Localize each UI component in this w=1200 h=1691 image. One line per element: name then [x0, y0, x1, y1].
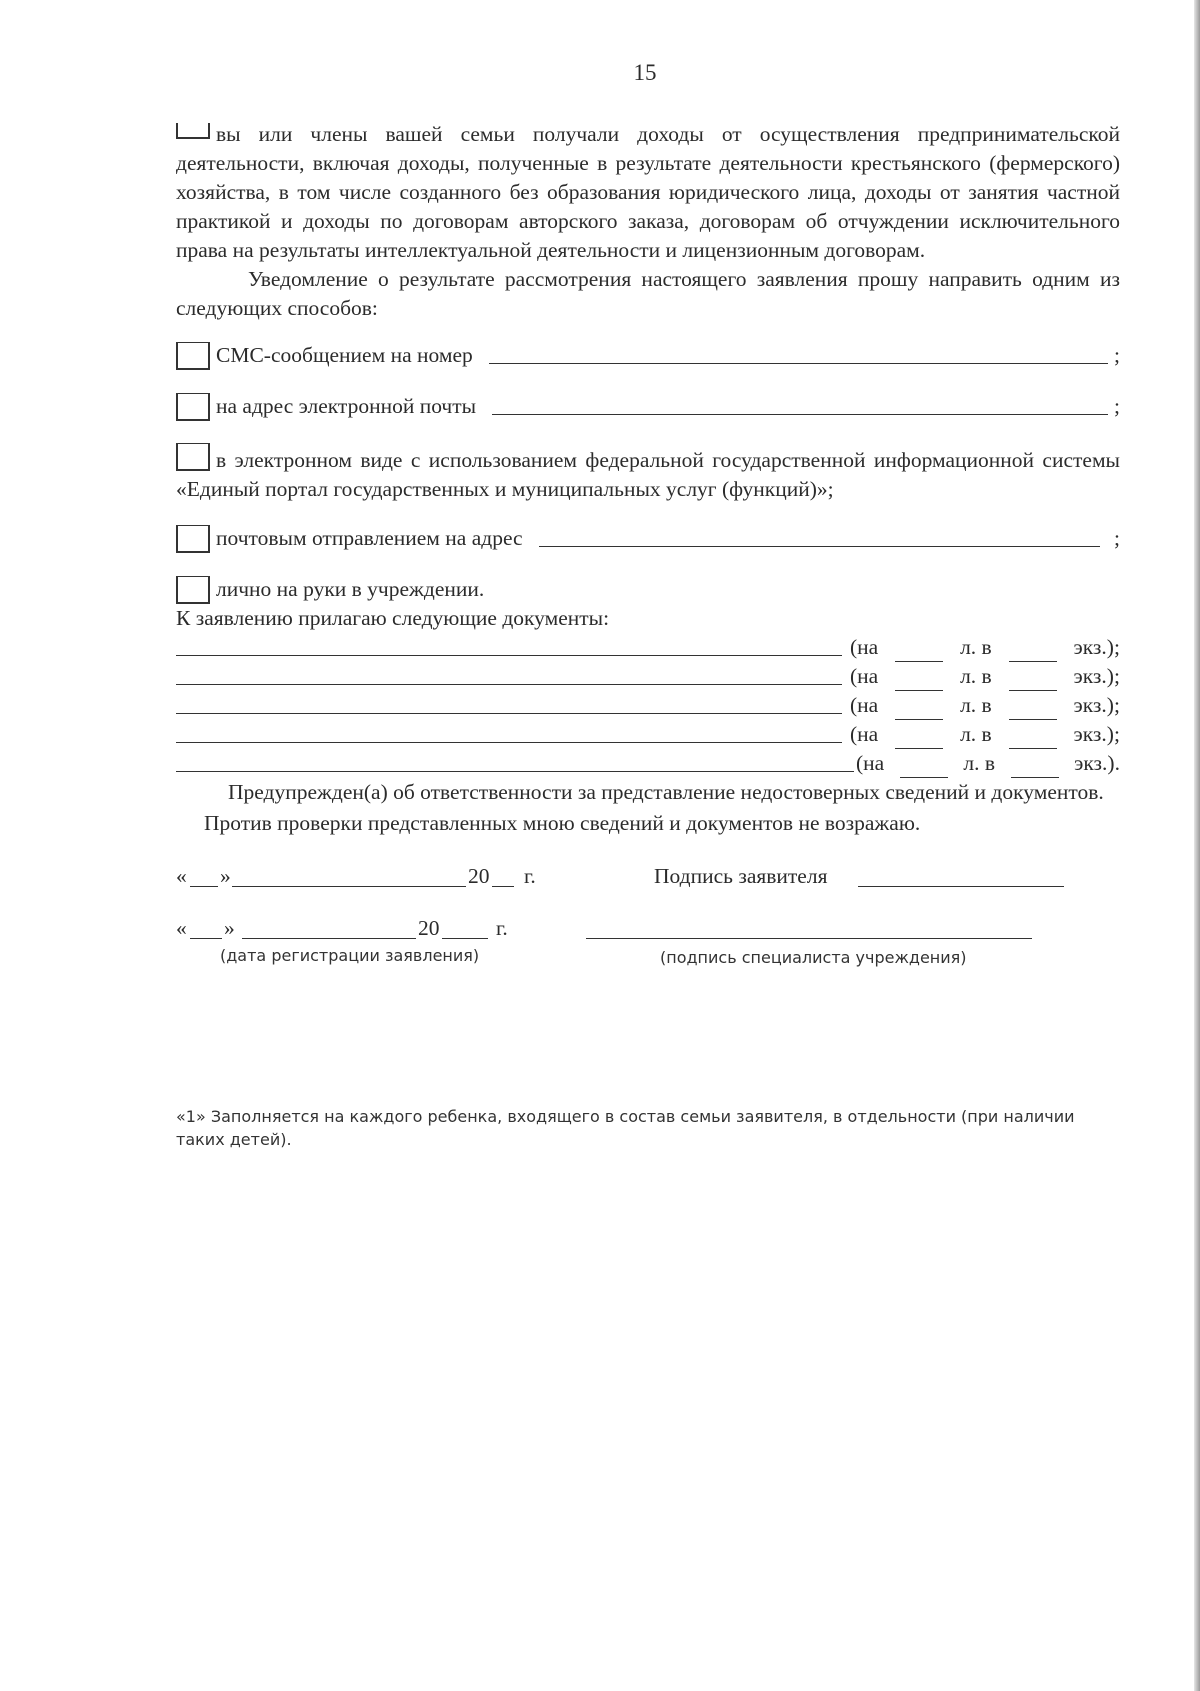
pages-label: л. в	[963, 751, 996, 775]
option-personal	[176, 575, 1120, 604]
portal-checkbox[interactable]	[176, 443, 210, 471]
sms-semicolon: ;	[1114, 343, 1120, 367]
pages-label: л. в	[960, 693, 992, 717]
pages-prefix: (на	[850, 664, 879, 688]
email-checkbox[interactable]	[176, 393, 210, 421]
specialist-caption: (подпись специалиста учреждения)	[660, 948, 967, 967]
year-field[interactable]	[492, 886, 514, 887]
reg-day-field[interactable]	[190, 938, 222, 939]
pages-prefix: (на	[850, 722, 879, 746]
email-label: на адрес электронной почты	[216, 394, 477, 418]
income-checkbox[interactable]	[176, 123, 210, 139]
reg-quote-open: «	[176, 916, 187, 940]
warning-text: Предупрежден(а) об ответственности за представление недостоверных сведений и документов.	[228, 780, 1104, 804]
post-address-field[interactable]	[539, 546, 1100, 547]
sms-checkbox[interactable]	[176, 342, 210, 370]
applicant-signature-field[interactable]	[858, 886, 1064, 887]
attachment-name-field[interactable]	[176, 771, 854, 772]
attachments-intro: К заявлению прилагаю следующие документы:	[176, 606, 610, 630]
post-semicolon: ;	[1114, 526, 1120, 550]
pages-label: л. в	[960, 664, 992, 688]
attachment-row	[176, 633, 1120, 662]
copies-label: экз.);	[1073, 722, 1120, 746]
day-field[interactable]	[190, 886, 218, 887]
income-item-text: вы или члены вашей семьи получали доходы от осуществления предпринимательской деятельности, включая доходы, полученные в результате деятельности крестьянского (фермерского) хозяйства, в том числе созданного без образования юридического лица, доходы от занятия частной практикой и доходы по договорам авторского заказа, договорам об отчуждении исключительного права на результаты интеллектуальной деятельности и лицензионным договорам.	[176, 122, 1120, 262]
option-email	[176, 392, 1120, 421]
sms-label: СМС-сообщением на номер	[216, 343, 473, 367]
email-address-field[interactable]	[492, 414, 1108, 415]
copies-label: экз.).	[1074, 751, 1120, 775]
attachment-name-field[interactable]	[176, 655, 842, 656]
pages-prefix: (на	[850, 635, 879, 659]
year-prefix: 20	[468, 864, 490, 888]
post-checkbox[interactable]	[176, 525, 210, 553]
notification-intro: Уведомление о результате рассмотрения настоящего заявления прошу направить одним из следующих способов:	[176, 267, 1120, 320]
personal-checkbox[interactable]	[176, 576, 210, 604]
reg-year-field[interactable]	[442, 938, 488, 939]
copies-label: экз.);	[1073, 664, 1120, 688]
reg-month-field[interactable]	[242, 938, 416, 939]
pages-prefix: (на	[850, 693, 879, 717]
pages-prefix: (на	[856, 751, 885, 775]
applicant-signature-label: Подпись заявителя	[654, 864, 828, 888]
year-suffix: г.	[524, 864, 536, 888]
attachment-name-field[interactable]	[176, 713, 842, 714]
month-field[interactable]	[232, 886, 466, 887]
income-item	[176, 120, 1120, 265]
sms-number-field[interactable]	[489, 363, 1108, 364]
applicant-signature-row	[176, 856, 1120, 896]
date-quote-open: «	[176, 864, 187, 888]
reg-year-suffix: г.	[496, 916, 508, 940]
option-post	[176, 524, 1120, 553]
reg-year-prefix: 20	[418, 916, 440, 940]
post-label: почтовым отправлением на адрес	[216, 526, 523, 550]
attachment-row	[176, 720, 1120, 749]
footnote: «1» Заполняется на каждого ребенка, входящего в состав семьи заявителя, в отдельности (при наличии таких детей).	[176, 1107, 1075, 1149]
attachment-row	[176, 662, 1120, 691]
specialist-signature-field[interactable]	[586, 938, 1032, 939]
email-semicolon: ;	[1114, 394, 1120, 418]
attachment-row	[176, 691, 1120, 720]
reg-quote-close: »	[224, 916, 235, 940]
portal-label: в электронном виде с использованием федеральной государственной информационной системы «Единый портал государственных и муниципальных услуг (функций)»;	[176, 448, 1120, 501]
copies-label: экз.);	[1073, 635, 1120, 659]
copies-label: экз.);	[1073, 693, 1120, 717]
date-quote-close: »	[220, 864, 231, 888]
pages-label: л. в	[960, 635, 992, 659]
consent-text: Против проверки представленных мною сведений и документов не возражаю.	[204, 811, 921, 835]
form-content	[176, 120, 1120, 972]
date-caption: (дата регистрации заявления)	[220, 946, 480, 965]
pages-label: л. в	[960, 722, 992, 746]
attachment-name-field[interactable]	[176, 742, 842, 743]
attachment-name-field[interactable]	[176, 684, 842, 685]
option-sms	[176, 341, 1120, 370]
attachment-row	[176, 749, 1120, 778]
personal-label: лично на руки в учреждении.	[216, 577, 485, 601]
option-portal	[176, 443, 1120, 504]
page-number: 15	[633, 60, 657, 85]
page-edge	[1194, 0, 1200, 1691]
registration-row	[176, 910, 1120, 972]
attachment-list	[176, 633, 1120, 778]
